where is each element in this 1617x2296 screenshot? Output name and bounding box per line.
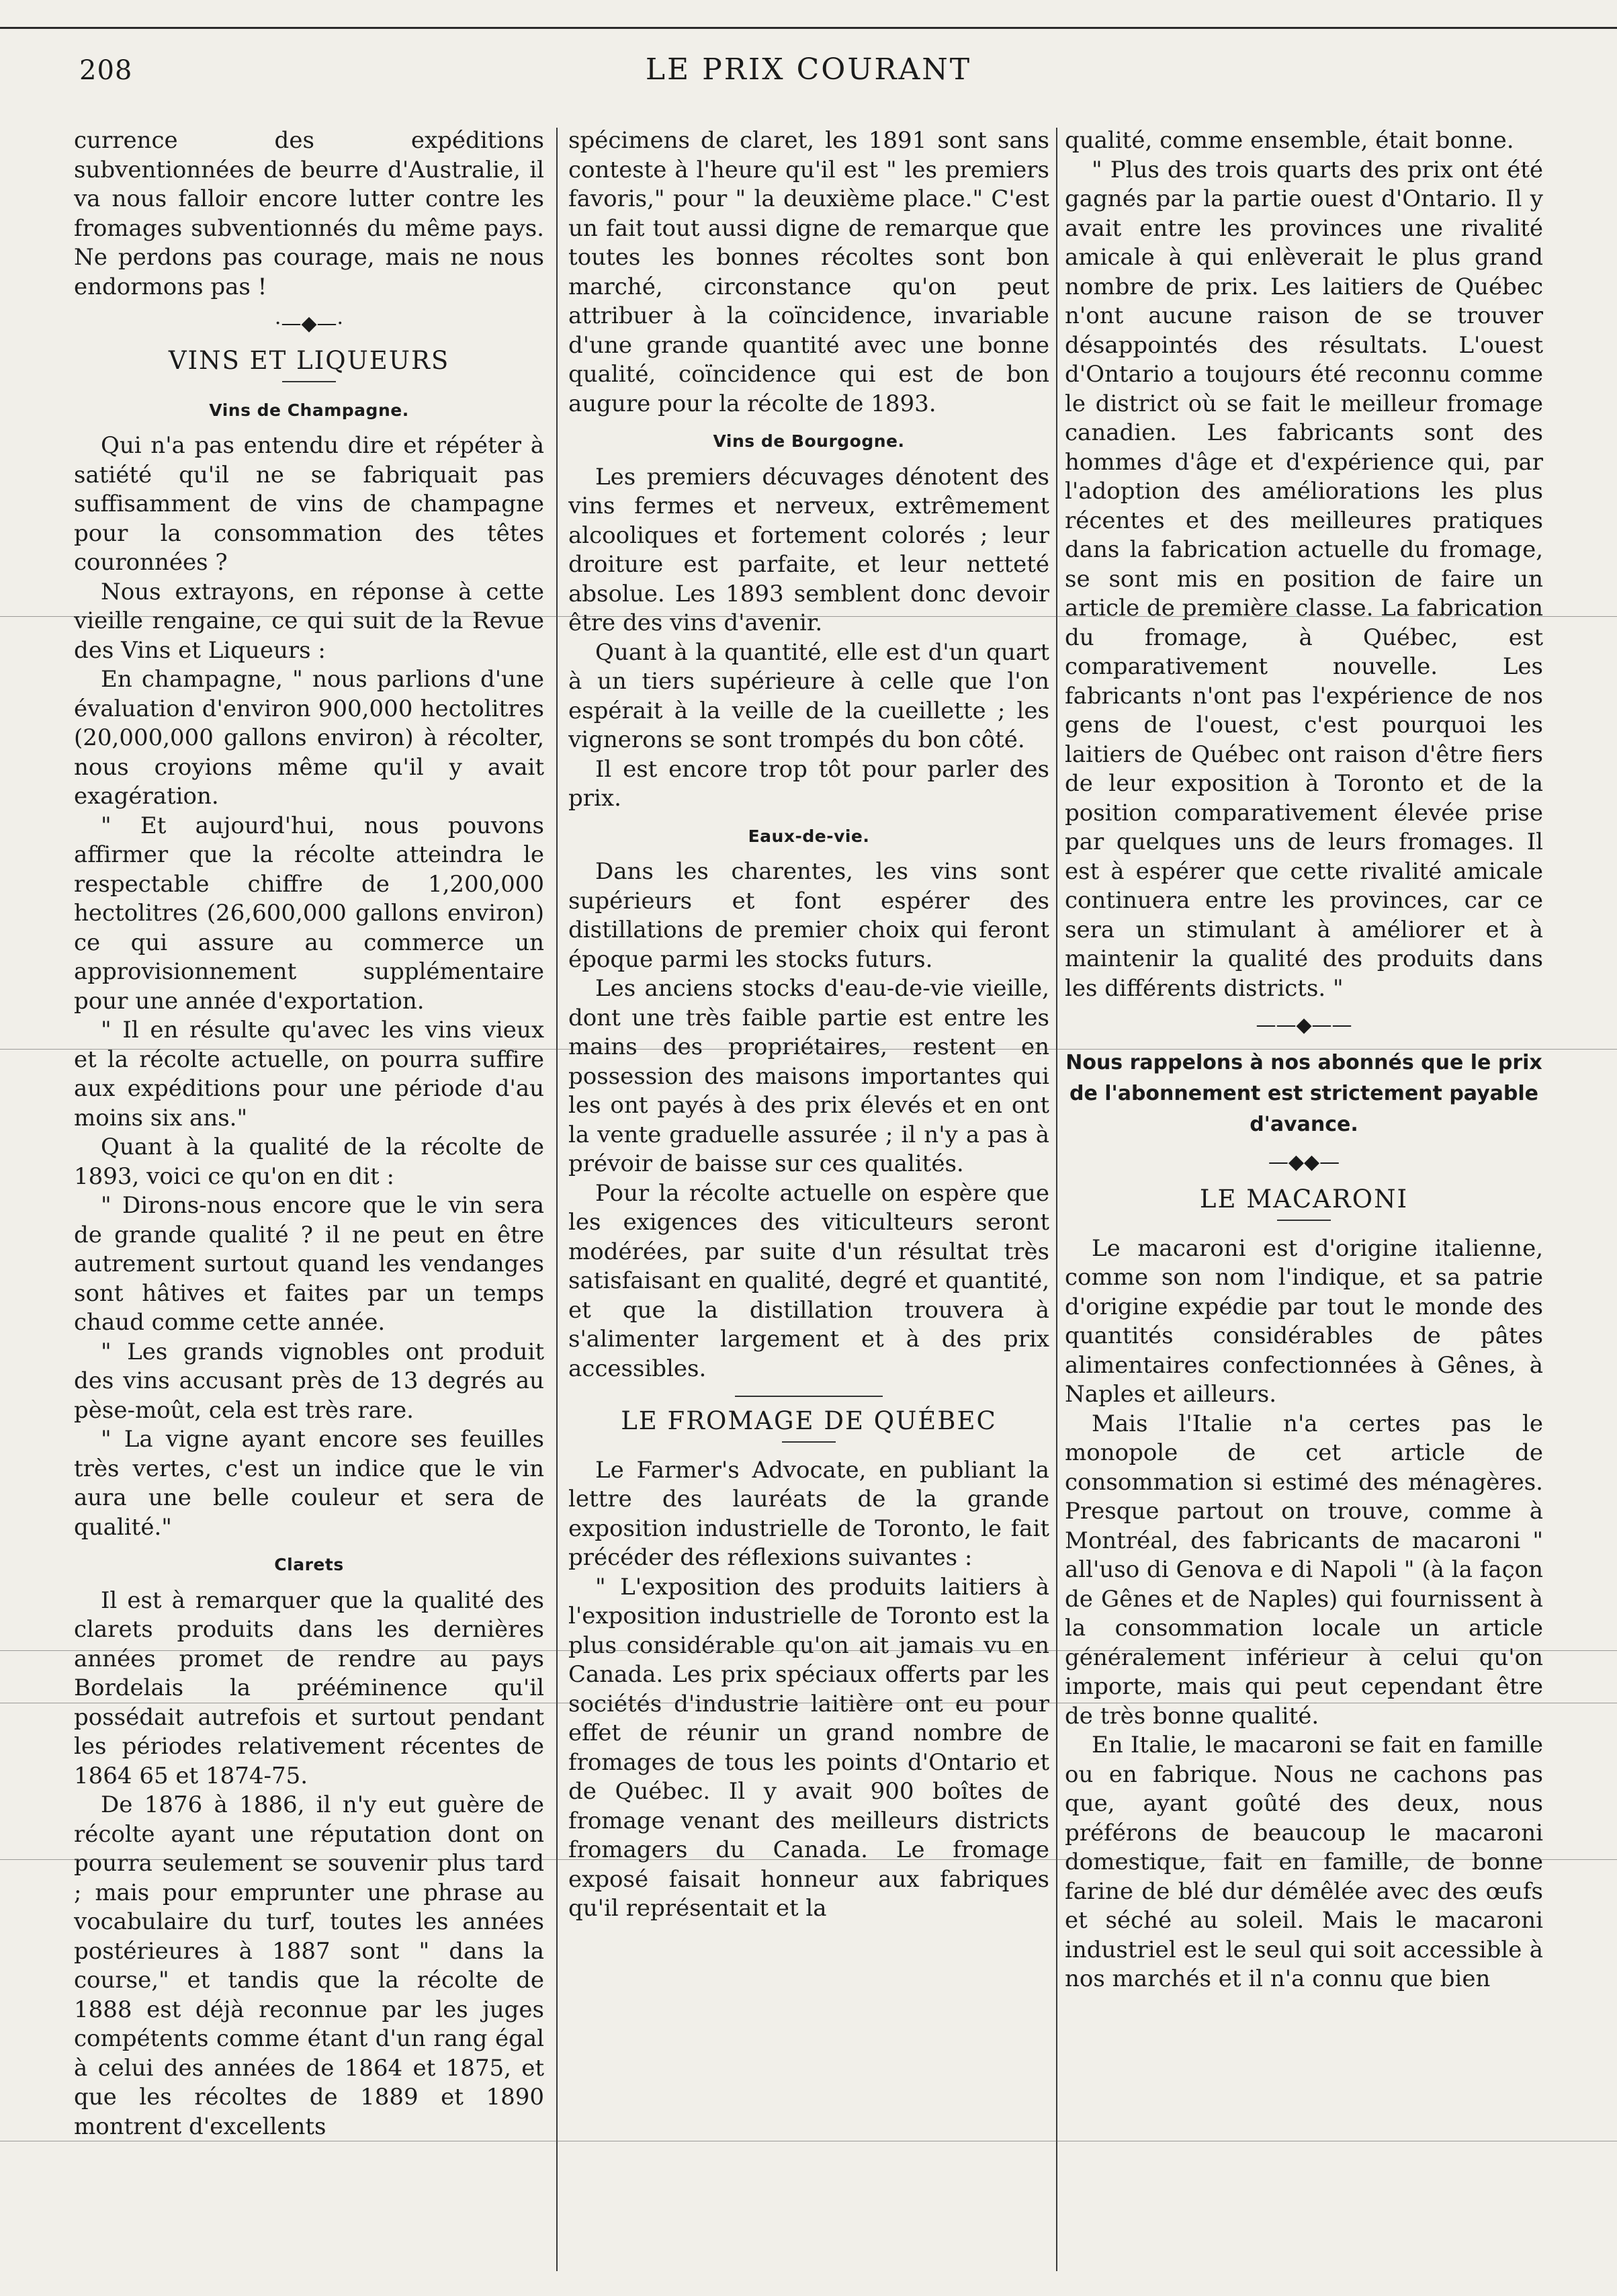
subheading-champagne: Vins de Champagne. — [209, 400, 409, 420]
paragraph: Nous extrayons, en réponse à cette vieille rengaine, ce qui suit de la Revue des Vins et Liqueurs : — [74, 578, 544, 664]
paragraph: " Et aujourd'hui, nous pouvons affirmer que la récolte atteindra le respectable chiffre de 1,200,000 hectolitres (26,600,000 gallons environ) ce qui assure au commerce un approvisionnement supplémentaire pour une année d'exportation. — [74, 812, 544, 1015]
section-title-fromage: LE FROMAGE DE QUÉBEC — [621, 1406, 997, 1435]
scan-line — [0, 616, 1617, 617]
subheading-bourgogne: Vins de Bourgogne. — [713, 431, 905, 451]
paragraph: Les premiers décuvages dénotent des vins fermes et nerveux, extrêmement alcooliques et fortement colorés ; leur droiture est parfaite, et leur netteté absolue. Les 1893 semblent donc devoir être des vins d'avenir. — [568, 463, 1049, 636]
paragraph: De 1876 à 1886, il n'y eut guère de récolte ayant une réputation dont on pourra seulement se souvenir plus tard ; mais pour emprunter une phrase au vocabulaire du turf, toutes les années postérieures à 1887 sont " dans la course," et tandis que la récolte de 1888 est déjà reconnue par les juges compétents comme étant d'un rang égal à celui des années de 1864 et 1875, et que les récoltes de 1889 et 1890 montrent d'excellents — [74, 1791, 544, 2140]
paragraph: Il est à remarquer que la qualité des clarets produits dans les dernières années promet de rendre au pays Bordelais la prééminence qu'il possédait autrefois et surtout pendant les périodes relativement récentes de 1864 65 et 1874-75. — [74, 1586, 544, 1789]
paragraph: Qui n'a pas entendu dire et répéter à satiété qu'il ne se fabriquait pas suffisamment de vins de champagne pour la consommation des têtes couronnées ? — [74, 432, 544, 576]
short-rule — [282, 381, 336, 382]
page-number: 208 — [79, 55, 133, 86]
column-rule-2 — [1056, 128, 1057, 2271]
paragraph: " Plus des trois quarts des prix ont été gagnés par la partie ouest d'Ontario. Il y avait entre les provinces une rivalité amicale à qui enlèverait le plus grand nombre de prix. Les laitiers de Québec n'ont aucune raison de se trouver désappointés des résultats. L'ouest d'Ontario a toujours été reconnu comme le district où se fait le meilleur fromage canadien. Les fabricants sont des hommes d'âge et d'expérience qui, par l'adoption des améliorations les plus récentes et des meilleures pratiques dans la fabrication actuelle du fromage, se sont mis en position de faire un article de première classe. La fabrication du fromage, à Québec, est comparativement nouvelle. Les fabricants n'ont pas l'expérience de nos gens de l'ouest, c'est pourquoi les laitiers de Québec ont raison d'être fiers de leur exposition à Toronto et de la position comparativement élevée prise par quelques uns de leurs fromages. Il est à espérer que cette rivalité amicale continuera entre les provinces, car ce sera un stimulant à améliorer et à maintenir la qualité des produits dans les différents districts. " — [1065, 156, 1543, 1002]
paragraph: Dans les charentes, les vins sont supérieurs et font espérer des distillations de premier choix qui feront époque parmi les stocks futurs. — [568, 858, 1049, 973]
paragraph: " Les grands vignobles ont produit des vins accusant près de 13 degrés au pèse-moût, cela est très rare. — [74, 1338, 544, 1424]
section-title-macaroni: LE MACARONI — [1199, 1185, 1409, 1214]
ornament-divider: —◆◆— — [1268, 1150, 1340, 1174]
paragraph: En champagne, " nous parlions d'une évaluation d'environ 900,000 hectolitres (20,000,000 gallons environ) à récolter, nous croyions même qu'il y avait exagération. — [74, 666, 544, 810]
paragraph: Quant à la quantité, elle est d'un quart à un tiers supérieure à celle que l'on espérait à la veille de la cueillette ; les vignerons se sont trompés du bon côté. — [568, 638, 1049, 753]
scan-line — [0, 1049, 1617, 1050]
column-3 — [1065, 126, 1543, 2263]
column-rule-1 — [556, 128, 558, 2271]
ornament-divider: ·—◆—· — [274, 312, 344, 335]
paragraph: currence des expéditions subventionnées de beurre d'Australie, il va nous falloir encore lutter contre les fromages subventionnés du même pays. Ne perdons pas courage, mais ne nous endormons pas ! — [74, 127, 544, 300]
paragraph: Pour la récolte actuelle on espère que les exigences des viticulteurs seront modérées, par suite d'un résultat très satisfaisant en qualité, degré et quantité, et que la distillation trouvera à s'alimenter largement et à des prix accessibles. — [568, 1179, 1049, 1382]
paragraph: Le macaroni est d'origine italienne, comme son nom l'indique, et sa patrie d'origine expédie par tout le monde des quantités considérables de pâtes alimentaires confectionnées à Gênes, à Naples et ailleurs. — [1065, 1234, 1543, 1408]
paragraph: En Italie, le macaroni se fait en famille ou en fabrique. Nous ne cachons pas que, ayant goûté des deux, nous préférons de beaucoup le macaroni domestique, fait en famille, de bonne farine de blé dur démêlée avec des œufs et séché au soleil. Mais le macaroni industriel est le seul qui soit accessible à nos marchés et il n'a connu que bien — [1065, 1732, 1543, 1992]
running-title: LE PRIX COURANT — [645, 52, 972, 87]
paragraph: qualité, comme ensemble, était bonne. — [1065, 127, 1514, 154]
top-border-line — [0, 27, 1617, 29]
ornament-divider: ——◆—— — [1256, 1013, 1352, 1037]
paragraph: Quant à la qualité de la récolte de 1893, voici ce qu'on en dit : — [74, 1134, 544, 1190]
paragraph: " L'exposition des produits laitiers à l'exposition industrielle de Toronto est la plus considérable qu'on ait jamais vu en Canada. Les prix spéciaux offerts par les sociétés d'industrie laitière ont eu pour effet de réunir un grand nombre de fromages de tous les points d'Ontario et de Québec. Il y avait 900 boîtes de fromage venant des meilleurs districts fromagers du Canada. Le fromage exposé faisait honneur aux fabriques qu'il représentait et la — [568, 1573, 1049, 1922]
scan-line — [0, 1650, 1617, 1651]
column-2 — [568, 126, 1049, 2263]
paragraph: spécimens de claret, les 1891 sont sans conteste à l'heure qu'il est " les premiers favoris," pour " la deuxième place." C'est un fait tout aussi digne de remarque que toutes les bonnes récoltes sont bon marché, circonstance qu'on peut attribuer à la coïncidence, invariable d'une grande quantité avec une bonne qualité, coïncidence qui est de bon augure pour la récolte de 1893. — [568, 127, 1049, 417]
paragraph: " Il en résulte qu'avec les vins vieux et la récolte actuelle, on pourra suffire aux expéditions pour une période d'au moins six ans." — [74, 1017, 544, 1132]
short-rule — [1277, 1220, 1331, 1221]
paragraph: Le Farmer's Advocate, en publiant la lettre des lauréats de la grande exposition industrielle de Toronto, le fait précéder des réflexions suivantes : — [568, 1456, 1049, 1571]
article-separator-rule — [735, 1396, 883, 1397]
subscription-notice: Nous rappelons à nos abonnés que le prix de l'abonnement est strictement payable d'avance. — [1065, 1051, 1542, 1136]
paragraph: Il est encore trop tôt pour parler des prix. — [568, 755, 1049, 812]
section-title-vins: VINS ET LIQUEURS — [168, 346, 450, 375]
paragraph: " Dirons-nous encore que le vin sera de grande qualité ? il ne peut en être autrement surtout quand les vendanges sont hâtives et faites par un temps chaud comme cette année. — [74, 1192, 544, 1336]
paragraph: Les anciens stocks d'eau-de-vie vieille, dont une très faible partie est entre les mains des propriétaires, restent en possession des maisons importantes qui les ont payés à des prix élevés et en ont la vente graduelle assurée ; il n'y a pas à prévoir de baisse sur ces qualités. — [568, 975, 1049, 1177]
scan-line — [0, 1859, 1617, 1860]
paragraph: Mais l'Italie n'a certes pas le monopole de cet article de consommation si estimé des ménagères. Presque partout on trouve, comme à Montréal, des fabricants de macaroni " all'uso di Genova e di Napoli " (à la façon de Gênes et de Naples) qui fournissent à la consommation locale un article généralement inférieur à celui qu'on importe, mais qui peut cependant être de très bonne qualité. — [1065, 1410, 1543, 1730]
subheading-clarets: Clarets — [274, 1555, 344, 1574]
short-rule — [782, 1441, 836, 1443]
subheading-eaux-de-vie: Eaux-de-vie. — [748, 826, 870, 846]
column-1 — [74, 126, 544, 2263]
paragraph: " La vigne ayant encore ses feuilles très vertes, c'est un indice que le vin aura une belle couleur et sera de qualité." — [74, 1426, 544, 1541]
